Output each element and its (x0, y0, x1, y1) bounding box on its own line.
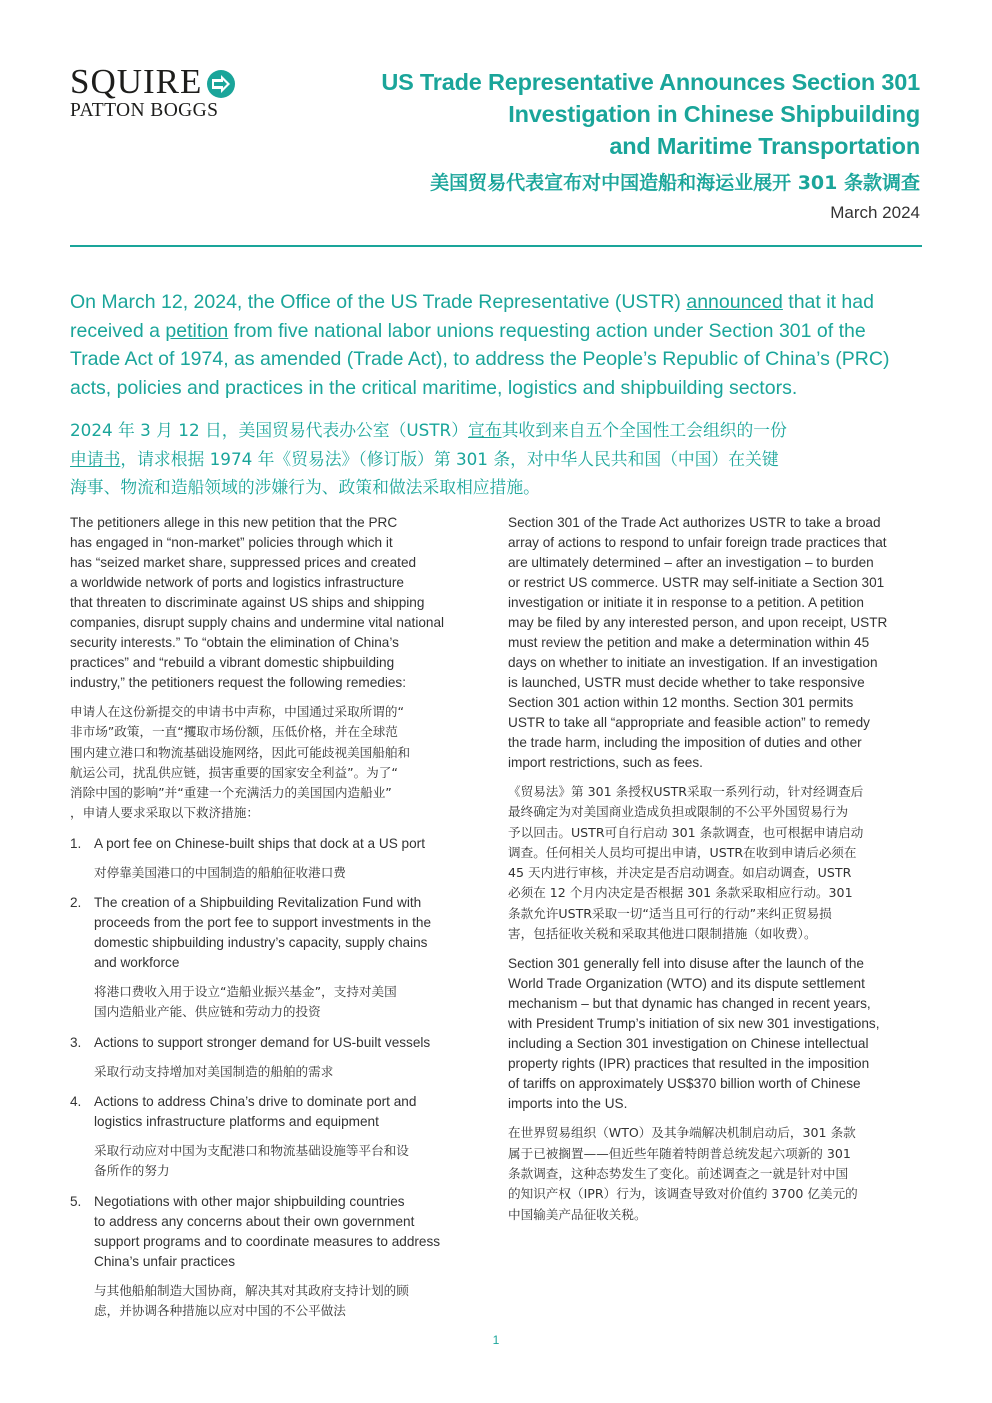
text-run: from five national labor unions requesting action under Section 301 of the (228, 319, 866, 342)
text-line: array of actions to respond to unfair foreign trade practices that (508, 535, 887, 550)
petition-link[interactable]: petition (165, 319, 229, 342)
petition-link-chinese[interactable]: 申请书 (70, 448, 121, 469)
text-line: 属于已被搁置——但近些年随着特朗普总统发起六项新的 301 (508, 1145, 851, 1161)
text-line: 航运公司，扰乱供应链，损害重要的国家安全利益”。为了“ (70, 764, 398, 780)
text-line: Negotiations with other major shipbuilding countries (94, 1193, 405, 1209)
text-run: 2024 年 3 月 12 日，美国贸易代表办公室（USTR） (70, 420, 468, 440)
text-line: with President Trump’s initiation of six new 301 investigations, (508, 1016, 880, 1032)
list-number: 5. (70, 1193, 82, 1209)
text-line: 备所作的努力 (94, 1163, 170, 1179)
list-item-english (94, 1092, 490, 1132)
text-line: industry,” the petitioners request the following remedies: (70, 675, 406, 690)
company-logo (70, 64, 236, 122)
announced-link-chinese[interactable]: 宣布 (467, 420, 502, 440)
text-line: 采取行动支持增加对美国制造的船舶的需求 (94, 1063, 334, 1079)
intro-line: 海事、物流和造船领域的涉嫌行为、政策和做法采取相应措施。 (70, 477, 540, 497)
text-line: Actions to support stronger demand for US-built vessels (94, 1034, 431, 1050)
remedy-list-item (70, 834, 490, 883)
document-header (320, 66, 920, 224)
title-line: and Maritime Transportation (609, 133, 920, 159)
paragraph-english (70, 513, 490, 693)
text-line: to address any concerns about their own government (94, 1213, 415, 1229)
text-line: The creation of a Shipbuilding Revitalization Fund with (94, 895, 422, 911)
header-divider (70, 245, 922, 247)
text-line: 将港口费收入用于设立“造船业振兴基金”，支持对美国 (94, 984, 397, 1000)
announced-link[interactable]: announced (686, 291, 783, 313)
intro-line (70, 288, 930, 317)
text-line: 害，包括征收关税和采取其他进口限制措施（如收费）。 (508, 926, 817, 942)
text-line: 条款调查，这种态势发生了变化。前述调查之一就是针对中国 (508, 1165, 849, 1181)
text-line: Section 301 generally fell into disuse after the launch of the (508, 956, 864, 972)
publication-date: March 2024 (830, 203, 920, 222)
text-line: 对停靠美国港口的中国制造的船舶征收港口费 (94, 864, 346, 880)
remedy-list-item (70, 1192, 490, 1322)
list-item-chinese (94, 982, 490, 1023)
text-line: domestic shipbuilding industry’s capacity, supply chains (94, 935, 428, 951)
logo-mark-icon (206, 69, 236, 99)
text-line: security interests.” To “obtain the elimination of China’s (70, 635, 399, 650)
text-line: or restrict US commerce. USTR may self-initiate a Section 301 (508, 575, 885, 590)
text-run: that it had (782, 291, 874, 313)
text-line: of tariffs on approximately US$370 billion worth of Chinese (508, 1076, 861, 1092)
logo-wordmark-line1 (70, 64, 236, 100)
list-number: 4. (70, 1093, 82, 1109)
text-line: 非市场”政策，一直“攫取市场份额，压低价格，并在全球范 (70, 724, 398, 740)
text-line: Section 301 action within 12 months. Section 301 permits (508, 695, 854, 710)
page-number: 1 (492, 1333, 500, 1347)
paragraph-english (508, 954, 928, 1114)
list-number: 3. (70, 1034, 82, 1050)
text-line: 最终确定为对美国商业造成负担或限制的不公平外国贸易行为 (508, 804, 849, 820)
intro-line: acts, policies and practices in the critical maritime, logistics and shipbuilding sectors. (70, 376, 798, 399)
intro-english (70, 288, 930, 402)
text-line: A port fee on Chinese-built ships that dock at a US port (94, 835, 425, 851)
paragraph-chinese (508, 1123, 928, 1224)
text-line: 国内造船业产能、供应链和劳动力的投资 (94, 1004, 321, 1020)
text-line: 的知识产权（IPR）行为，该调查导致对价值约 3700 亿美元的 (508, 1186, 858, 1202)
text-line: 围内建立港口和物流基础设施网络，因此可能歧视美国船舶和 (70, 744, 411, 760)
right-column (508, 513, 928, 1235)
text-line: property rights (IPR) practices that resulted in the imposition (508, 1056, 870, 1072)
text-line: import restrictions, such as fees. (508, 755, 703, 770)
intro-line (70, 317, 930, 346)
text-line: 予以回击。USTR可自行启动 301 条款调查，也可根据申请启动 (508, 824, 864, 840)
text-line: may be filed by any interested person, and upon receipt, USTR (508, 615, 888, 630)
list-item-english (94, 1033, 490, 1053)
paragraph-chinese (508, 782, 928, 944)
text-line: 中国输美产品征收关税。 (508, 1206, 647, 1222)
text-run: On March 12, 2024, the Office of the US Trade Representative (USTR) (70, 291, 687, 313)
text-line: mechanism – but that dynamic has changed in recent years, (508, 996, 871, 1012)
text-line: 消除中国的影响”并“重建一个充满活力的美国国内造船业” (70, 785, 392, 801)
list-item-english (94, 834, 490, 854)
text-line: and workforce (94, 955, 180, 971)
text-line: logistics infrastructure platforms and equipment (94, 1113, 379, 1129)
intro-line (70, 445, 930, 474)
list-item-chinese (94, 863, 490, 883)
text-line: 申请人在这份新提交的申请书中声称，中国通过采取所谓的“ (70, 704, 404, 719)
text-run: ，请求根据 1974 年《贸易法》（修订版）第 301 条，对中华人民共和国（中国）在关键 (120, 448, 779, 469)
text-line: 在世界贸易组织（WTO）及其争端解决机制启动后，301 条款 (508, 1125, 856, 1141)
remedy-list-item (70, 1092, 490, 1182)
text-line: Actions to address China’s drive to dominate port and (94, 1093, 417, 1109)
text-line: including a Section 301 investigation on Chinese intellectual (508, 1036, 869, 1052)
text-line: 虑，并协调各种措施以应对中国的不公平做法 (94, 1302, 346, 1318)
text-line: days on whether to initiate an investigation. If an investigation (508, 655, 878, 670)
text-line: the trade harm, including the imposition of duties and other (508, 735, 862, 750)
text-line: practices” and “rebuild a vibrant domestic shipbuilding (70, 655, 395, 670)
text-line: Section 301 of the Trade Act authorizes USTR to take a broad (508, 515, 881, 530)
text-line: 必须在 12 个月内决定是否根据 301 条款采取相应行动。301 (508, 885, 853, 901)
left-column (70, 513, 490, 1331)
list-item-chinese (94, 1281, 490, 1322)
text-line: The petitioners allege in this new petition that the PRC (70, 515, 398, 530)
text-line: has “seized market share, suppressed prices and created (70, 555, 417, 570)
text-line: 45 天内进行审核，并决定是否启动调查。如启动调查，USTR (508, 865, 852, 881)
remedy-list-item (70, 893, 490, 1023)
text-line: is launched, USTR must decide whether to take responsive (508, 675, 865, 690)
text-line: 《贸易法》第 301 条授权USTR采取一系列行动，针对经调查后 (508, 784, 864, 799)
text-line: investigation or initiate it in response to a petition. A petition (508, 595, 864, 610)
text-line: 采取行动应对中国为支配港口和物流基础设施等平台和设 (94, 1142, 409, 1158)
text-line: proceeds from the port fee to support investments in the (94, 915, 432, 931)
text-line: are ultimately determined – after an investigation – to burden (508, 555, 874, 570)
text-line: ，申请人要求采取以下救济措施： (70, 805, 259, 821)
text-line: 条款允许USTR采取一切“适当且可行的行动”来纠正贸易损 (508, 905, 832, 921)
text-line: has engaged in “non-market” policies through which it (70, 535, 393, 550)
text-line: 与其他船舶制造大国协商，解决其对其政府支持计划的顾 (94, 1282, 409, 1298)
list-item-english (94, 893, 490, 973)
logo-text-squire: SQUIRE (70, 62, 203, 101)
text-line: that threaten to discriminate against US ships and shipping (70, 595, 425, 610)
list-item-english (94, 1192, 490, 1272)
page-title (320, 66, 920, 162)
text-line: a worldwide network of ports and logistics infrastructure (70, 575, 404, 590)
intro-line (70, 416, 930, 445)
text-run: received a (70, 319, 166, 342)
list-number: 2. (70, 895, 82, 911)
remedy-list-item (70, 1033, 490, 1082)
text-run: 其收到来自五个全国性工会组织的一份 (501, 420, 787, 440)
text-line: USTR to take all “appropriate and feasible action” to remedy (508, 715, 870, 730)
paragraph-english (508, 513, 928, 773)
paragraph-chinese (70, 702, 490, 824)
list-item-chinese (94, 1062, 490, 1082)
text-line: 调查。任何相关人员均可提出申请，USTR在收到申请后必须在 (508, 844, 857, 860)
text-line: World Trade Organization (WTO) and its dispute settlement (508, 976, 865, 992)
text-line: China’s unfair practices (94, 1253, 236, 1269)
logo-wordmark-line2: PATTON BOGGS (70, 100, 219, 121)
list-item-chinese (94, 1141, 490, 1182)
title-line: Investigation in Chinese Shipbuilding (508, 101, 920, 127)
text-line: imports into the US. (508, 1096, 628, 1112)
title-line: US Trade Representative Announces Section 301 (381, 69, 920, 95)
intro-chinese (70, 416, 930, 502)
intro-line: Trade Act of 1974, as amended (Trade Act), to address the People’s Republic of China’s (PRC) (70, 348, 890, 370)
text-line: companies, disrupt supply chains and undermine vital national (70, 615, 445, 630)
page-title-chinese: 美国贸易代表宣布对中国造船和海运业展开 301 条款调查 (430, 172, 920, 194)
list-number: 1. (70, 835, 82, 851)
text-line: support programs and to coordinate measures to address (94, 1233, 441, 1249)
text-line: must review the petition and make a determination within 45 (508, 635, 870, 650)
